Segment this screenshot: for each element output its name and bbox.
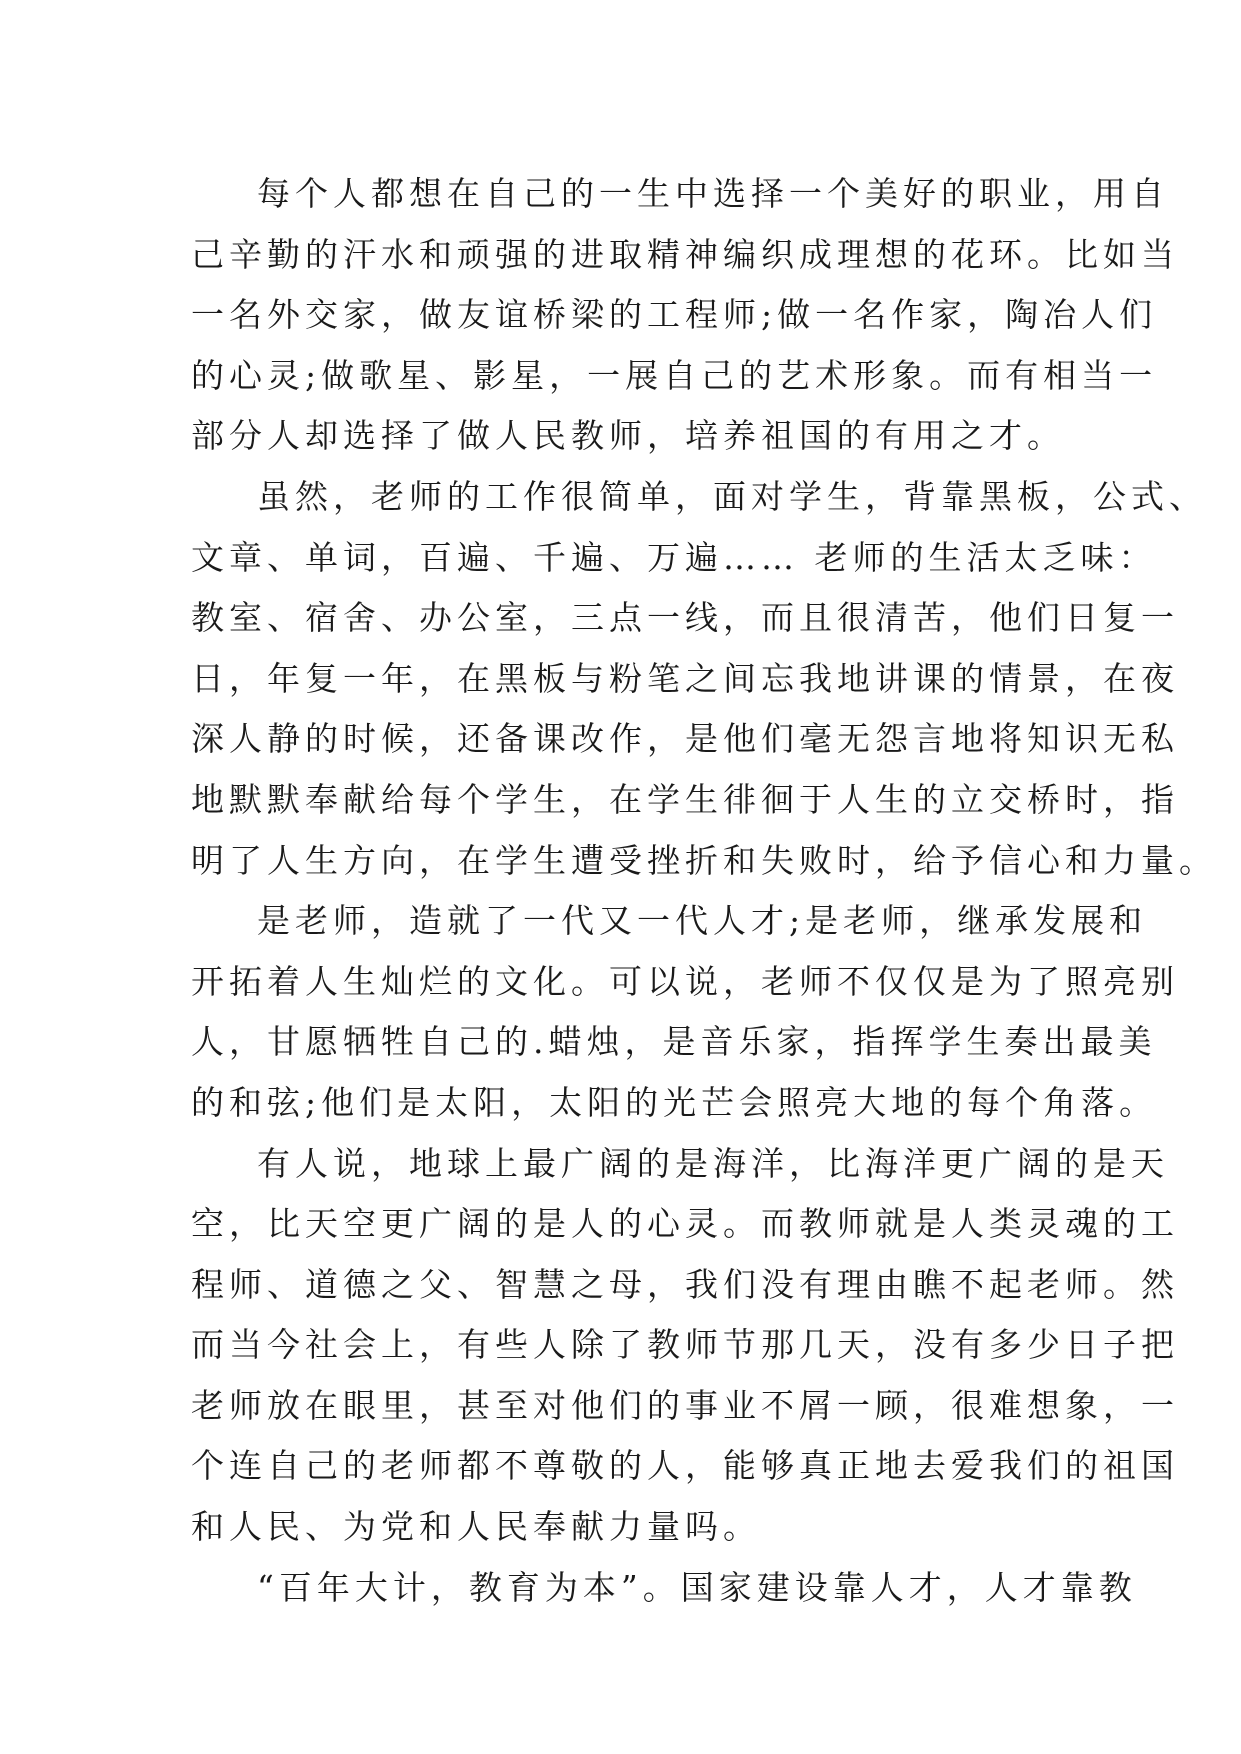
text-line: 明了人生方向，在学生遭受挫折和失败时，给予信心和力量。 bbox=[191, 840, 1217, 880]
text-line: 深人静的时候，还备课改作，是他们毫无怨言地将知识无私 bbox=[191, 719, 1179, 759]
text-line: 空，比天空更广阔的是人的心灵。而教师就是人类灵魂的工 bbox=[191, 1204, 1179, 1244]
text-line: 的和弦;他们是太阳，太阳的光芒会照亮大地的每个角落。 bbox=[191, 1082, 1158, 1122]
text-line: 部分人却选择了做人民教师，培养祖国的有用之才。 bbox=[191, 416, 1065, 456]
text-line: 的心灵;做歌星、影星，一展自己的艺术形象。而有相当一 bbox=[191, 355, 1158, 395]
text-line: 个连自己的老师都不尊敬的人，能够真正地去爱我们的祖国 bbox=[191, 1446, 1179, 1486]
text-line: 和人民、为党和人民奉献力量吗。 bbox=[191, 1507, 761, 1547]
text-line: 己辛勤的汗水和顽强的进取精神编织成理想的花环。比如当 bbox=[191, 234, 1179, 274]
text-line: 开拓着人生灿烂的文化。可以说，老师不仅仅是为了照亮别 bbox=[191, 961, 1179, 1001]
text-line: 老师放在眼里，甚至对他们的事业不屑一顾，很难想象，一 bbox=[191, 1385, 1179, 1425]
text-line: 文章、单词，百遍、千遍、万遍…… 老师的生活太乏味： bbox=[191, 537, 1157, 577]
text-line: 每个人都想在自己的一生中选择一个美好的职业，用自 bbox=[257, 174, 1169, 213]
text-line: 一名外交家，做友谊桥梁的工程师;做一名作家，陶冶人们 bbox=[191, 295, 1158, 335]
essay-body bbox=[191, 164, 1217, 1618]
text-line: 有人说，地球上最广阔的是海洋，比海洋更广阔的是天 bbox=[257, 1143, 1169, 1183]
text-line: 教室、宿舍、办公室，三点一线，而且很清苦，他们日复一 bbox=[191, 598, 1179, 638]
text-line: 日，年复一年，在黑板与粉笔之间忘我地讲课的情景，在夜 bbox=[191, 658, 1179, 698]
text-line: 地默默奉献给每个学生，在学生徘徊于人生的立交桥时，指 bbox=[191, 779, 1179, 819]
text-line: 人，甘愿牺牲自己的.蜡烛，是音乐家，指挥学生奏出最美 bbox=[191, 1022, 1157, 1062]
text-line: “百年大计，教育为本”。国家建设靠人才，人才靠教 bbox=[257, 1567, 1137, 1607]
text-line: 虽然，老师的工作很简单，面对学生，背靠黑板，公式、 bbox=[257, 476, 1207, 516]
text-line: 而当今社会上，有些人除了教师节那几天，没有多少日子把 bbox=[191, 1325, 1179, 1365]
text-line: 是老师，造就了一代又一代人才;是老师，继承发展和 bbox=[257, 901, 1148, 941]
text-line: 程师、道德之父、智慧之母，我们没有理由瞧不起老师。然 bbox=[191, 1264, 1179, 1304]
